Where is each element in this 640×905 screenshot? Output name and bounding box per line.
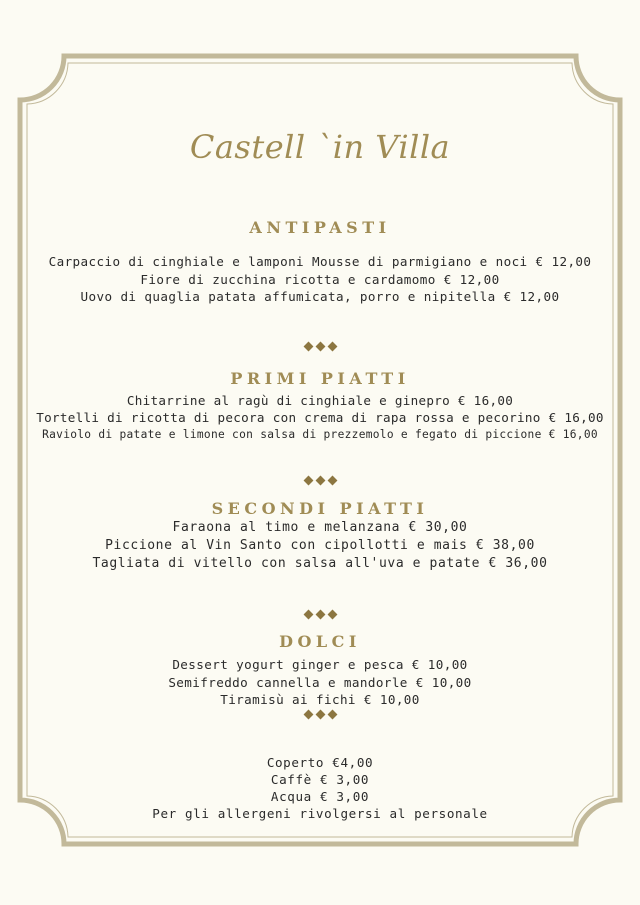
footer-line-allergeni: Per gli allergeni rivolgersi al personale xyxy=(152,806,488,821)
menu-item: Chitarrine al ragù di cinghiale e ginepro € 16,00 xyxy=(126,393,514,408)
menu-item: Tortelli di ricotta di pecora con crema di rapa rossa e pecorino € 16,00 xyxy=(36,410,604,425)
footer-line-acqua: Acqua € 3,00 xyxy=(270,789,370,804)
footer-notes xyxy=(0,754,640,822)
menu-item: Tagliata di vitello con salsa all'uva e patate € 36,00 xyxy=(92,556,548,571)
menu-item: Raviolo di patate e limone con salsa di prezzemolo e fegato di piccione € 16,00 xyxy=(42,428,598,441)
menu-item: Carpaccio di cinghiale e lamponi Mousse di parmigiano e noci € 12,00 xyxy=(48,254,592,269)
diamond-trio-icon xyxy=(0,603,640,617)
diamond-trio-icon xyxy=(0,703,640,717)
section-heading-antipasti: ANTIPASTI xyxy=(249,218,391,237)
menu-item: Piccione al Vin Santo con cipollotti e mais € 38,00 xyxy=(105,538,535,553)
menu-item: Faraona al timo e melanzana € 30,00 xyxy=(172,520,468,535)
section-items-dolci xyxy=(0,656,640,709)
diamond-trio-icon xyxy=(0,335,640,349)
menu-item: Tiramisù ai fichi € 10,00 xyxy=(220,692,420,707)
menu-item: Semifreddo cannella e mandorle € 10,00 xyxy=(168,674,472,690)
section-items-primi-piatti xyxy=(0,392,640,443)
section-heading-dolci: DOLCI xyxy=(279,632,361,651)
section-heading-primi-piatti: PRIMI PIATTI xyxy=(230,369,410,388)
menu-item: Dessert yogurt ginger e pesca € 10,00 xyxy=(172,657,468,672)
menu-item: Fiore di zucchina ricotta e cardamomo € 12,00 xyxy=(140,271,500,287)
section-items-secondi-piatti xyxy=(0,519,640,573)
menu-item: Uovo di quaglia patata affumicata, porro e nipitella € 12,00 xyxy=(80,289,560,304)
restaurant-title: Castell `in Villa xyxy=(189,128,451,166)
footer-line-caffe: Caffè € 3,00 xyxy=(270,772,370,787)
section-items-antipasti xyxy=(0,253,640,306)
footer-line-coperto: Coperto €4,00 xyxy=(266,755,374,770)
diamond-trio-icon xyxy=(0,469,640,483)
section-heading-secondi-piatti: SECONDI PIATTI xyxy=(211,499,429,518)
